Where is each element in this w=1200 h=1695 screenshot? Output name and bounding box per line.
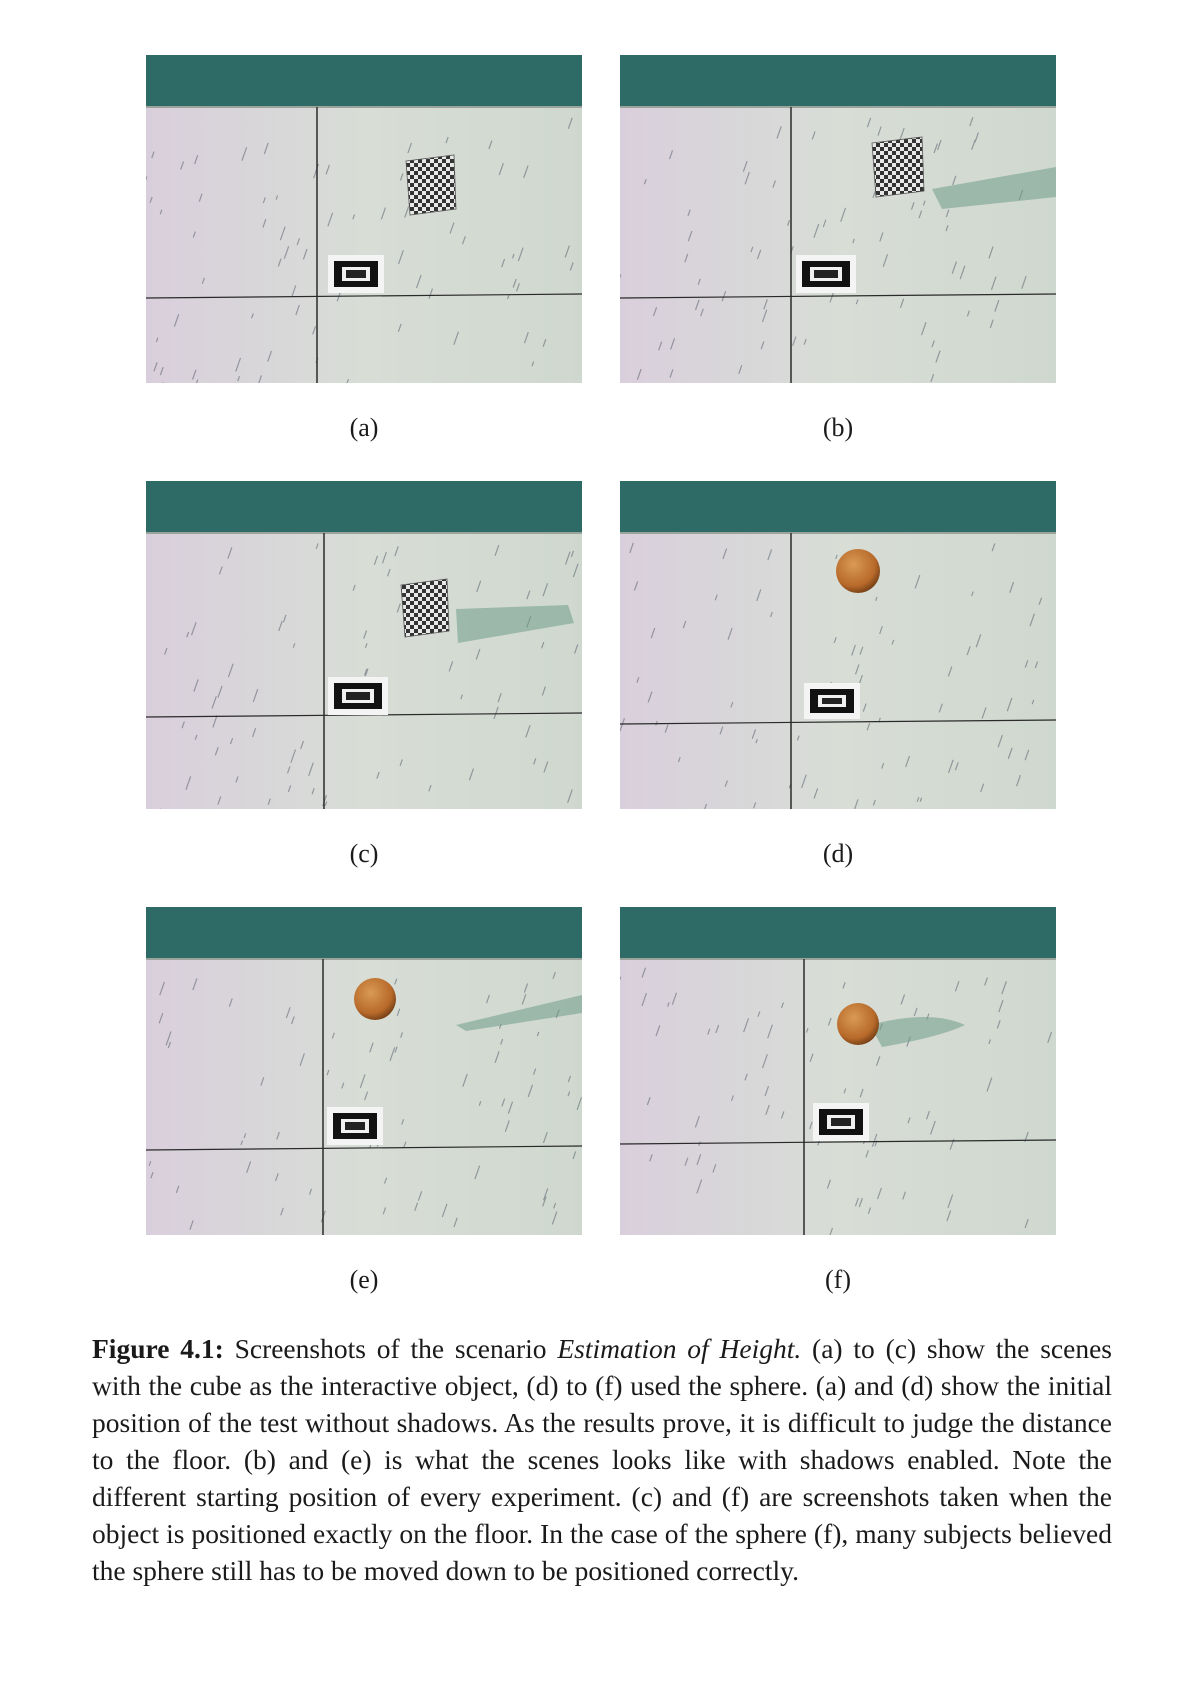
subfigure-label-a: (a) — [349, 413, 379, 442]
checkered-cube — [406, 155, 456, 215]
figure-caption-label: Figure 4.1: — [92, 1333, 224, 1364]
screenshot-f — [620, 907, 1056, 1235]
subfigure-label-e: (e) — [349, 1265, 379, 1294]
screenshot-d — [620, 481, 1056, 809]
wall — [620, 907, 1056, 959]
figure-caption-scenario-name: Estimation of Height. — [557, 1333, 802, 1364]
textured-sphere — [837, 1003, 879, 1045]
screenshot-b — [620, 55, 1056, 383]
subfigure-label-d: (d) — [822, 839, 854, 868]
figure-caption-text-1: Screenshots of the scenario — [223, 1333, 558, 1364]
wall — [146, 907, 582, 959]
wall — [146, 481, 582, 533]
subfigure-label-f: (f) — [825, 1265, 851, 1294]
figure-caption — [92, 1330, 1112, 1589]
textured-sphere — [836, 549, 880, 593]
screenshot-e — [146, 907, 582, 1235]
wall — [620, 55, 1056, 107]
screenshot-a — [146, 55, 582, 383]
screenshot-c — [146, 481, 582, 809]
figure-caption-text-2: (a) to (c) show the scenes with the cube as the interactive object, (d) to (f) used the sphere. (a) and (d) show the initial position of the test without shadows. As the results prove, it is difficult to judge the distance to the floor. (b) and (e) is what the scenes looks like with shadows enabled. Note the different starting position of every experiment. (c) and (f) are screenshots taken when the object is positioned exactly on the floor. In the case of the sphere (f), many subjects believed the sphere still has to be moved down to be positioned correctly. — [92, 1333, 1112, 1586]
wall — [146, 55, 582, 107]
checkered-cube — [401, 579, 449, 637]
wall — [620, 481, 1056, 533]
textured-sphere — [354, 978, 396, 1020]
subfigure-label-b: (b) — [822, 413, 854, 442]
subfigure-label-c: (c) — [349, 839, 379, 868]
checkered-cube — [872, 137, 924, 197]
